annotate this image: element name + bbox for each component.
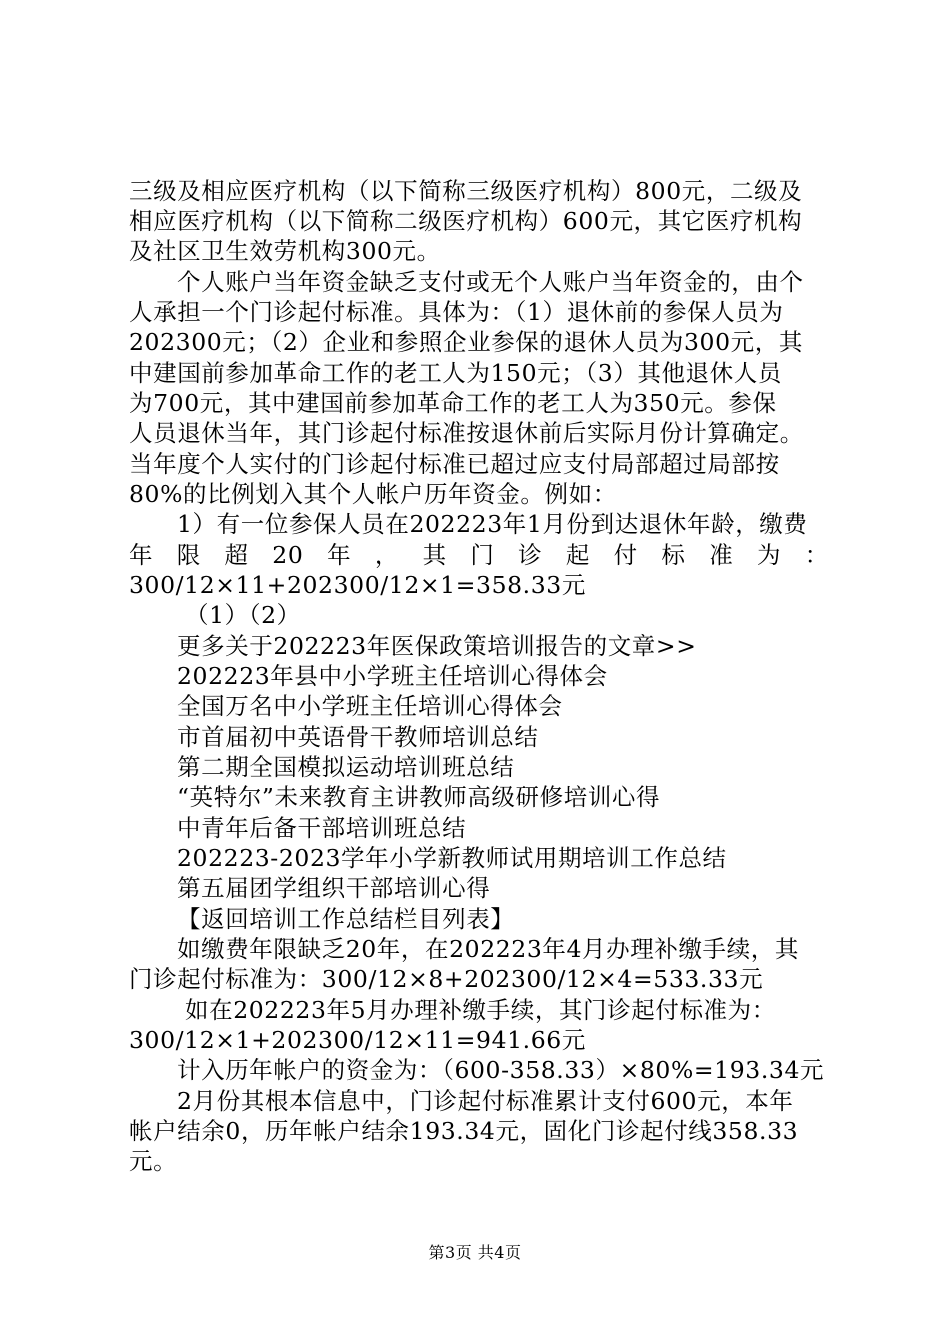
justified-char: 其 [422,541,447,569]
text-line: 人员退休当年，其门诊起付标准按退休前后实际月份计算确定。 [129,419,804,447]
text-line: 及社区卫生效劳机构300元。 [129,237,441,265]
justified-text-line [129,540,829,570]
text-line: 80%的比例划入其个人帐户历年资金。例如： [129,480,617,508]
related-article-link[interactable]: 第五届团学组织干部培训心得 [177,874,491,902]
page-number-footer: 第3页 共4页 [428,1243,522,1262]
justified-char: ： [804,541,829,569]
text-line: 人承担一个门诊起付标准。具体为：（1）退休前的参保人员为 [129,298,784,326]
back-to-list-link[interactable]: 【返回培训工作总结栏目列表】 [177,905,515,933]
text-line: 300/12×1+202300/12×11=941.66元 [129,1026,586,1054]
justified-char: 付 [613,541,638,569]
justified-char: 限 [176,541,201,569]
related-article-link[interactable]: “英特尔”未来教育主讲教师高级研修培训心得 [177,783,661,811]
text-line: 计入历年帐户的资金为：（600-358.33）×80%=193.34元 [177,1056,825,1084]
justified-char: 标 [661,541,686,569]
text-line: 如在202223年5月办理补缴手续，其门诊起付标准为： [185,996,776,1024]
text-line: 相应医疗机构（以下简称二级医疗机构）600元，其它医疗机构 [129,207,803,235]
justified-char: 超 [224,541,249,569]
text-line: 帐户结余0，历年帐户结余193.34元，固化门诊起付线358.33 [129,1117,799,1145]
text-line: 1）有一位参保人员在202223年1月份到达退休年龄，缴费 [177,510,808,538]
related-article-link[interactable]: 第二期全国模拟运动培训班总结 [177,753,515,781]
related-article-link[interactable]: 中青年后备干部培训班总结 [177,814,467,842]
text-line: 元。 [129,1147,178,1175]
justified-char: 年 [327,541,352,569]
justified-char: 为 [756,541,782,569]
related-articles-link[interactable]: 更多关于202223年医保政策培训报告的文章>> [177,632,697,660]
justified-char: ， [374,541,399,569]
text-line: 三级及相应医疗机构（以下简称三级医疗机构）800元，二级及 [129,177,803,205]
text-line: （1）（2） [185,601,301,629]
related-article-link[interactable]: 202223年县中小学班主任培训心得体会 [177,662,608,690]
justified-char: 20 [272,541,304,569]
text-line: 202300元；（2）企业和参照企业参保的退休人员为300元，其 [129,328,803,356]
justified-char: 年 [129,541,154,569]
related-article-link[interactable]: 全国万名中小学班主任培训心得体会 [177,692,563,720]
text-line: 门诊起付标准为：300/12×8+202300/12×4=533.33元 [129,965,764,993]
related-article-link[interactable]: 市首届初中英语骨干教师培训总结 [177,723,539,751]
text-line: 个人账户当年资金缺乏支付或无个人账户当年资金的，由个 [177,268,804,296]
text-line: 2月份其根本信息中，门诊起付标准累计支付600元，本年 [177,1087,794,1115]
text-line: 中建国前参加革命工作的老工人为150元；（3）其他退休人员 [129,359,782,387]
text-line: 300/12×11+202300/12×1=358.33元 [129,571,586,599]
text-line: 如缴费年限缺乏20年，在202223年4月办理补缴手续，其 [177,935,799,963]
text-line: 当年度个人实付的门诊起付标准已超过应支付局部超过局部按 [129,450,780,478]
justified-char: 准 [709,541,734,569]
justified-char: 门 [470,541,495,569]
related-article-link[interactable]: 202223-2023学年小学新教师试用期培训工作总结 [177,844,727,872]
justified-char: 诊 [518,541,543,569]
text-line: 为700元，其中建国前参加革命工作的老工人为350元。参保 [129,389,777,417]
justified-char: 起 [565,541,590,569]
